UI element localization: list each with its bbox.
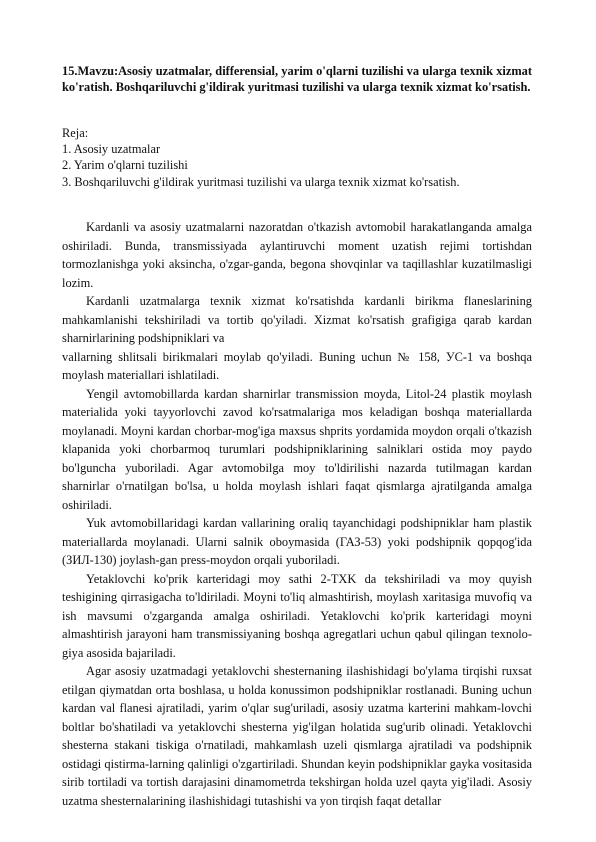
body-paragraph: Kardanli va asosiy uzatmalarni nazoratdan o'tkazish avtomobil harakatlanganda amalga oshiriladi. Bunda, transmissiyada aylantiruvchi moment uzatish rejimi tortishdan tormozlanishga yoki aksincha, o'zgar-ganda, begona shovqinlar va taqillashlar kuzatilmasligi lozim. [62, 220, 532, 290]
body-paragraph: Kardanli uzatmalarga texnik xizmat ko'rsatishda kardanli birikma flaneslarining mahkamlanishi tekshiriladi va tortib qo'yiladi. Xizmat ko'rsatish grafigiga qarab kardan sharnirlarining podshipniklari va [62, 294, 532, 345]
plan-item: 3. Boshqariluvchi g'ildirak yuritmasi tuzilishi va ularga texnik xizmat ko'rsatish. [62, 174, 460, 189]
body-paragraph: vallarning shlitsali birikmalari moylab qo'yiladi. Buning uchun № 158, УС-1 va boshqa moylash materiallari ishlatiladi. [62, 349, 532, 382]
body-paragraph: Yengil avtomobillarda kardan sharnirlar transmission moyda, Litol-24 plastik moylash materialida yoki tayyorlovchi zavod ko'rsatmalariga mos keladigan boshqa materiallarda moylanadi. Moyni kardan chorbar-mog'iga maxsus shprits yordamida moydon orqali o'tkazish klapanida yoki chorbarmoq turumlari podshipniklarining salniklari ostida moy paydo bo'lguncha yuboriladi. Agar avtomobilga moy to'ldirilishi nazarda tutilmagan kardan sharnirlar o'rnatilgan bo'lsa, u holda moylash ishlari faqat qismlarga ajratilganda amalga oshiriladi. [62, 386, 532, 512]
document-body [62, 218, 532, 810]
body-paragraph: Agar asosiy uzatmadagi yetaklovchi shesternaning ilashishidagi bo'ylama tirqishi ruxsat etilgan qiymatdan orta boshlasa, u holda konussimon podshipniklar rostlanadi. Buning uchun kardan val flanesi ajratiladi, yarim o'qlar sug'uriladi, asosiy uzatma karterini mahkam-lovchi boltlar bo'shatiladi va yetaklovchi shesterna yig'ilgan holatida sug'urib olinadi. Yetaklovchi shesterna stakani tiskiga o'rnatiladi, mahkamlash uzeli qismlarga ajratiladi va podshipnik ostidagi qistirma-larning qalinligi o'zgartiriladi. Shundan keyin podshipniklar gayka vositasida sirib tortiladi va tortish darajasini dinamometrda tekshirgan holda uzel qayta yig'iladi. Asosiy uzatma shesternalarining ilashishidagi tutashishi va yon tirqish faqat detallar [62, 664, 532, 808]
plan-item: 2. Yarim o'qlarni tuzilishi [62, 158, 188, 173]
body-paragraph: Yetaklovchi ko'prik karteridagi moy sathi 2-TXK da tekshiriladi va moy quyish teshigining qirrasigacha to'ldiriladi. Moyni to'liq almashtirish, moylash xaritasiga muvofiq va ish mavsumi o'zgarganda amalga oshiriladi. Yetaklovchi ko'prik karteridagi moyni almashtirish jarayoni ham transmissiyaning boshqa agregatlari uchun qabul qilingan texnolo-giya asosida bajariladi. [62, 571, 532, 660]
plan-item: 1. Asosiy uzatmalar [62, 142, 161, 157]
plan-heading: Reja: [62, 126, 89, 140]
body-paragraph: Yuk avtomobillaridagi kardan vallarining oraliq tayanchidagi podshipniklar ham plastik materiallarda moylanadi. Ularni salnik oboymasida (ГАЗ-53) yoki podshipnik qopqog'ida (ЗИЛ-130) joylash-gan press-moydon orqali yuboriladi. [62, 516, 532, 567]
plan-section [62, 125, 542, 190]
document-title: 15.Mavzu:Asosiy uzatmalar, differensial, yarim o'qlarni tuzilishi va ularga texnik xizmat ko'ratish. Boshqariluvchi g'ildirak yuritmasi tuzilishi va ularga texnik xizmat ko'rsatish. [62, 64, 532, 95]
